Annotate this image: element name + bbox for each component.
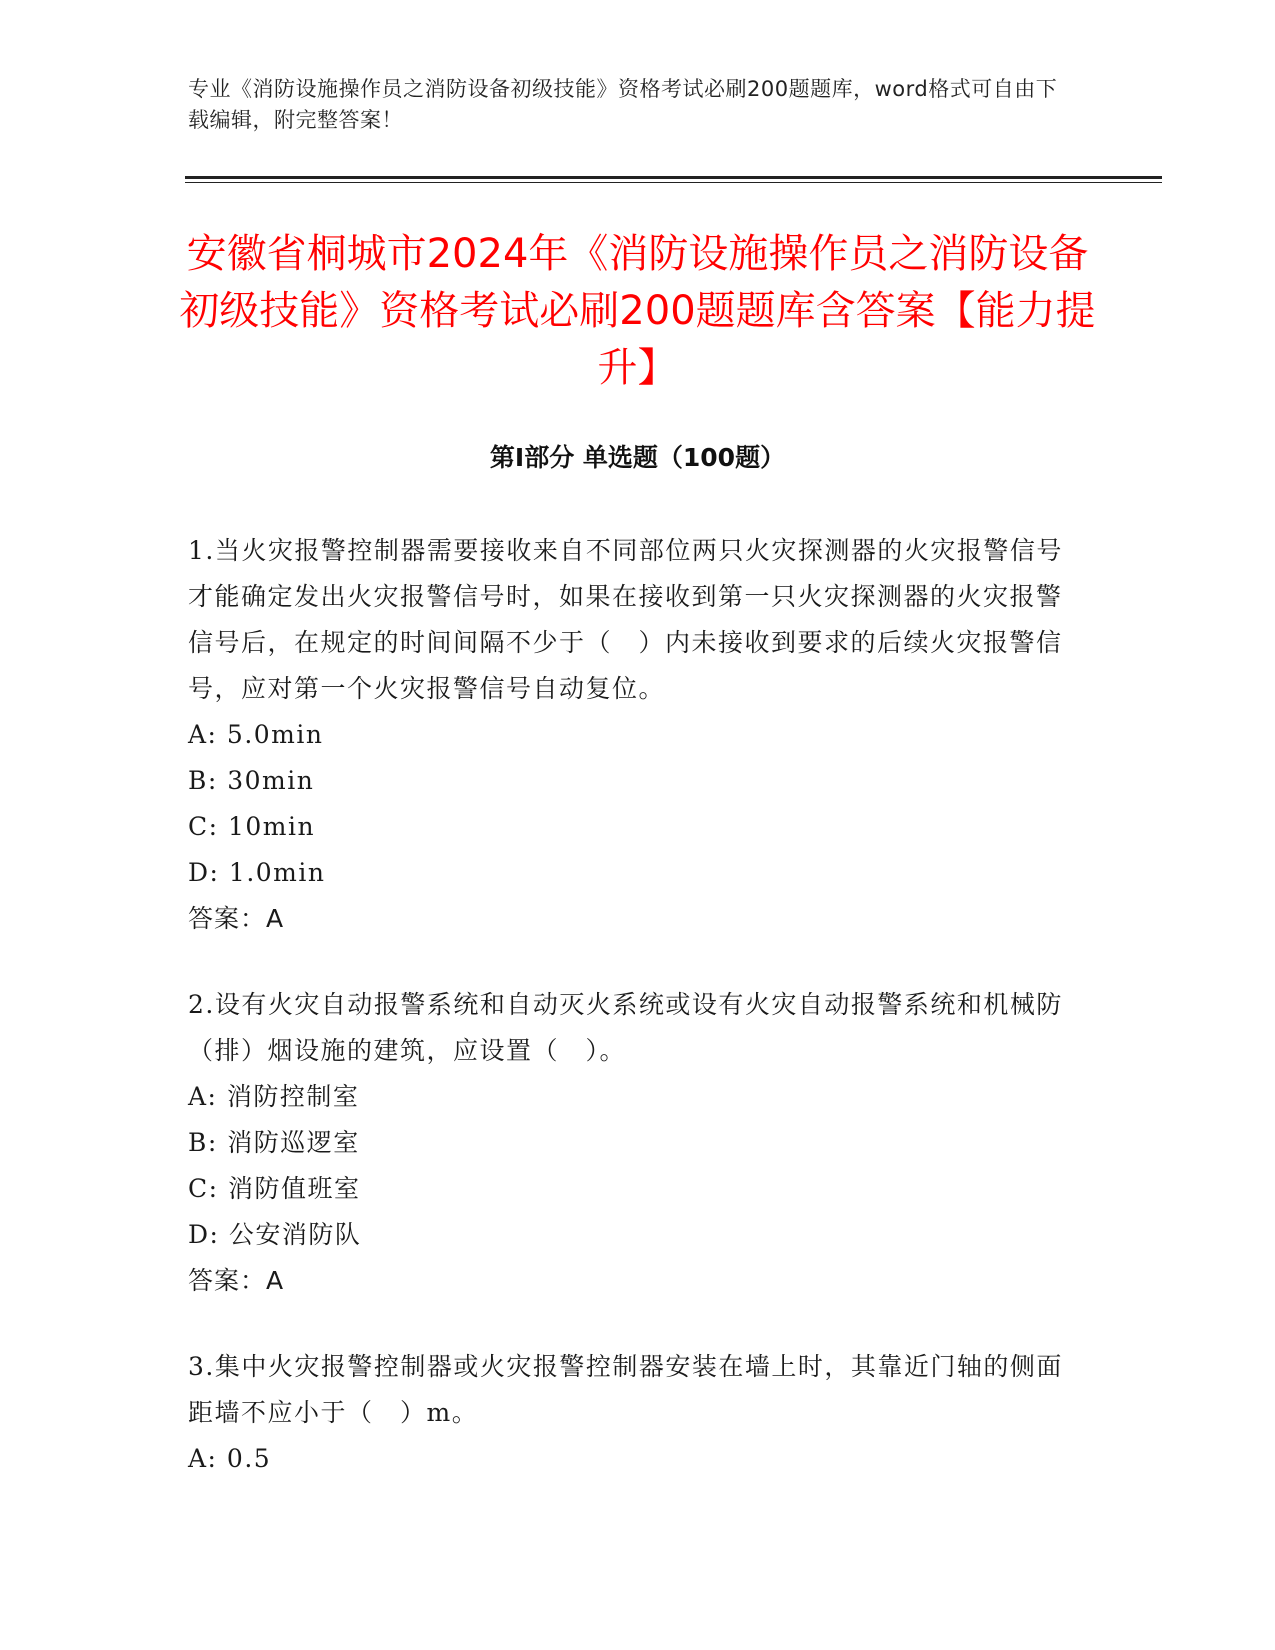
option-b: B: 30min (188, 766, 315, 795)
header-note: 专业《消防设施操作员之消防设备初级技能》资格考试必刷200题题库，word格式可自由下载编辑，附完整答案！ (188, 77, 1058, 132)
option-c: C: 消防值班室 (188, 1174, 361, 1203)
question-stem: 1.当火灾报警控制器需要接收来自不同部位两只火灾探测器的火灾报警信号才能确定发出火灾报警信号时，如果在接收到第一只火灾探测器的火灾报警信号后，在规定的时间间隔不少于（ ）内未接收到要求的后续火灾报警信号，应对第一个火灾报警信号自动复位。 (188, 536, 1063, 703)
document-title: 安徽省桐城市2024年《消防设施操作员之消防设备初级技能》资格考试必刷200题题库含答案【能力提升】 (179, 231, 1096, 391)
answer: 答案：A (188, 1266, 285, 1295)
option-a: A: 0.5 (188, 1444, 272, 1473)
section-title: 第I部分 单选题（100题） (489, 443, 786, 472)
question-2 (188, 982, 1068, 1304)
option-c: C: 10min (188, 812, 316, 841)
option-b: B: 消防巡逻室 (188, 1128, 360, 1157)
option-a: A: 5.0min (188, 720, 324, 749)
header-rule-thin (185, 182, 1162, 183)
question-list (188, 528, 1068, 1522)
question-stem: 2.设有火灾自动报警系统和自动灭火系统或设有火灾自动报警系统和机械防（排）烟设施的建筑，应设置（ ）。 (188, 990, 1063, 1065)
question-stem: 3.集中火灾报警控制器或火灾报警控制器安装在墙上时，其靠近门轴的侧面距墙不应小于（ ）m。 (188, 1352, 1063, 1427)
option-d: D: 1.0min (188, 858, 326, 887)
header-rule-thick (185, 176, 1162, 179)
option-d: D: 公安消防队 (188, 1220, 362, 1249)
question-1 (188, 528, 1068, 942)
answer: 答案：A (188, 904, 285, 933)
option-a: A: 消防控制室 (188, 1082, 360, 1111)
question-3 (188, 1344, 1068, 1482)
